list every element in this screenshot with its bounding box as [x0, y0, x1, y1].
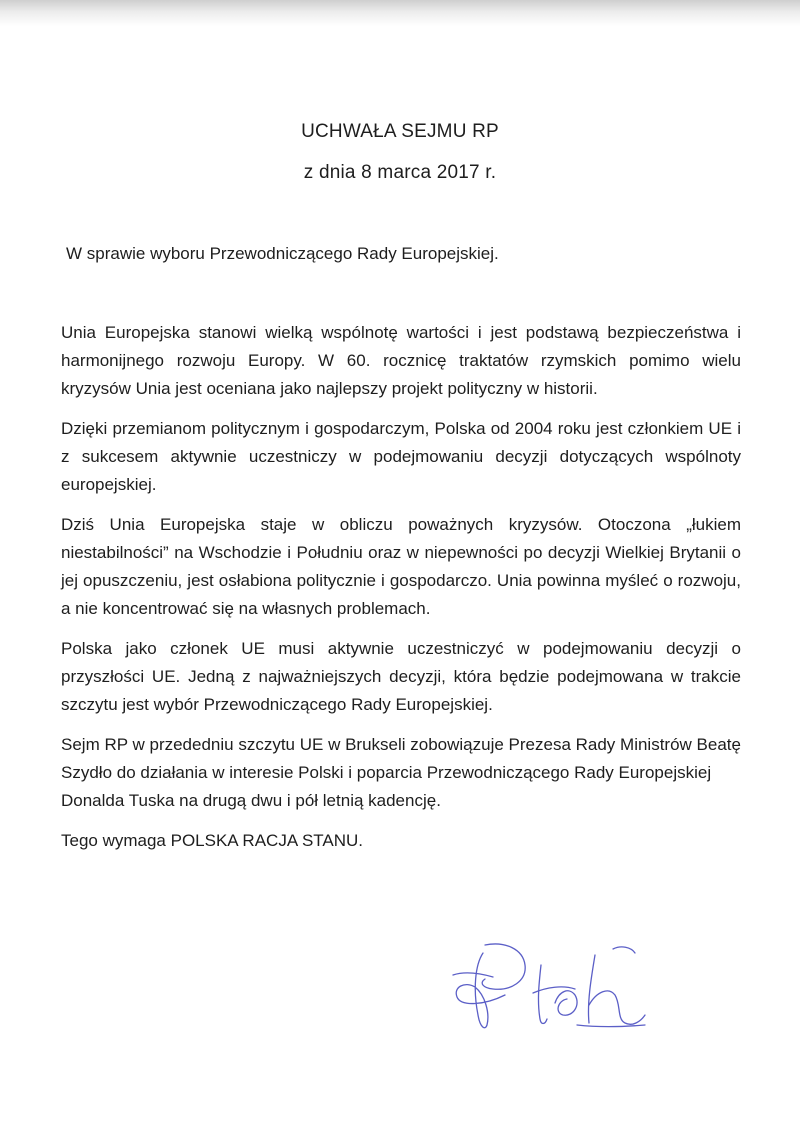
paragraph-2: Dzięki przemianom politycznym i gospodarczym, Polska od 2004 roku jest członkiem UE i z sukcesem aktywnie uczestniczy w podejmowaniu decyzji dotyczących wspólnoty europejskiej.: [61, 419, 741, 494]
document-body: [61, 319, 741, 855]
page-top-shadow: [0, 0, 800, 26]
closing-line: Tego wymaga POLSKA RACJA STANU.: [61, 831, 364, 850]
paragraph-3: Dziś Unia Europejska staje w obliczu poważnych kryzysów. Otoczona „łukiem niestabilności” na Wschodzie i Południu oraz w niepewności po decyzji Wielkiej Brytanii o jej opuszczeniu, jest osłabiona politycznie i gospodarczo. Unia powinna myśleć o rozwoju, a nie koncentrować się na własnych problemach.: [61, 515, 741, 618]
signature-icon: [445, 935, 655, 1045]
document-subject: W sprawie wyboru Przewodniczącego Rady Europejskiej.: [66, 244, 499, 263]
document-title: UCHWAŁA SEJMU RP: [301, 121, 499, 142]
paragraph-1: Unia Europejska stanowi wielką wspólnotę wartości i jest podstawą bezpieczeństwa i harmonijnego rozwoju Europy. W 60. rocznicę traktatów rzymskich pomimo wielu kryzysów Unia jest oceniana jako najlepszy projekt polityczny w historii.: [61, 323, 741, 398]
document-date: z dnia 8 marca 2017 r.: [303, 162, 497, 183]
paragraph-5: Sejm RP w przededniu szczytu UE w Brukseli zobowiązuje Prezesa Rady Ministrów Beatę Szydło do działania w interesie Polski i poparcia Przewodniczącego Rady Europejskiej Donalda Tuska na drugą dwu i pół letnią kadencję.: [61, 735, 741, 810]
paragraph-4: Polska jako członek UE musi aktywnie uczestniczyć w podejmowaniu decyzji o przyszłości UE. Jedną z najważniejszych decyzji, która będzie podejmowana w trakcie szczytu jest wybór Przewodniczącego Rady Europejskiej.: [61, 639, 741, 714]
